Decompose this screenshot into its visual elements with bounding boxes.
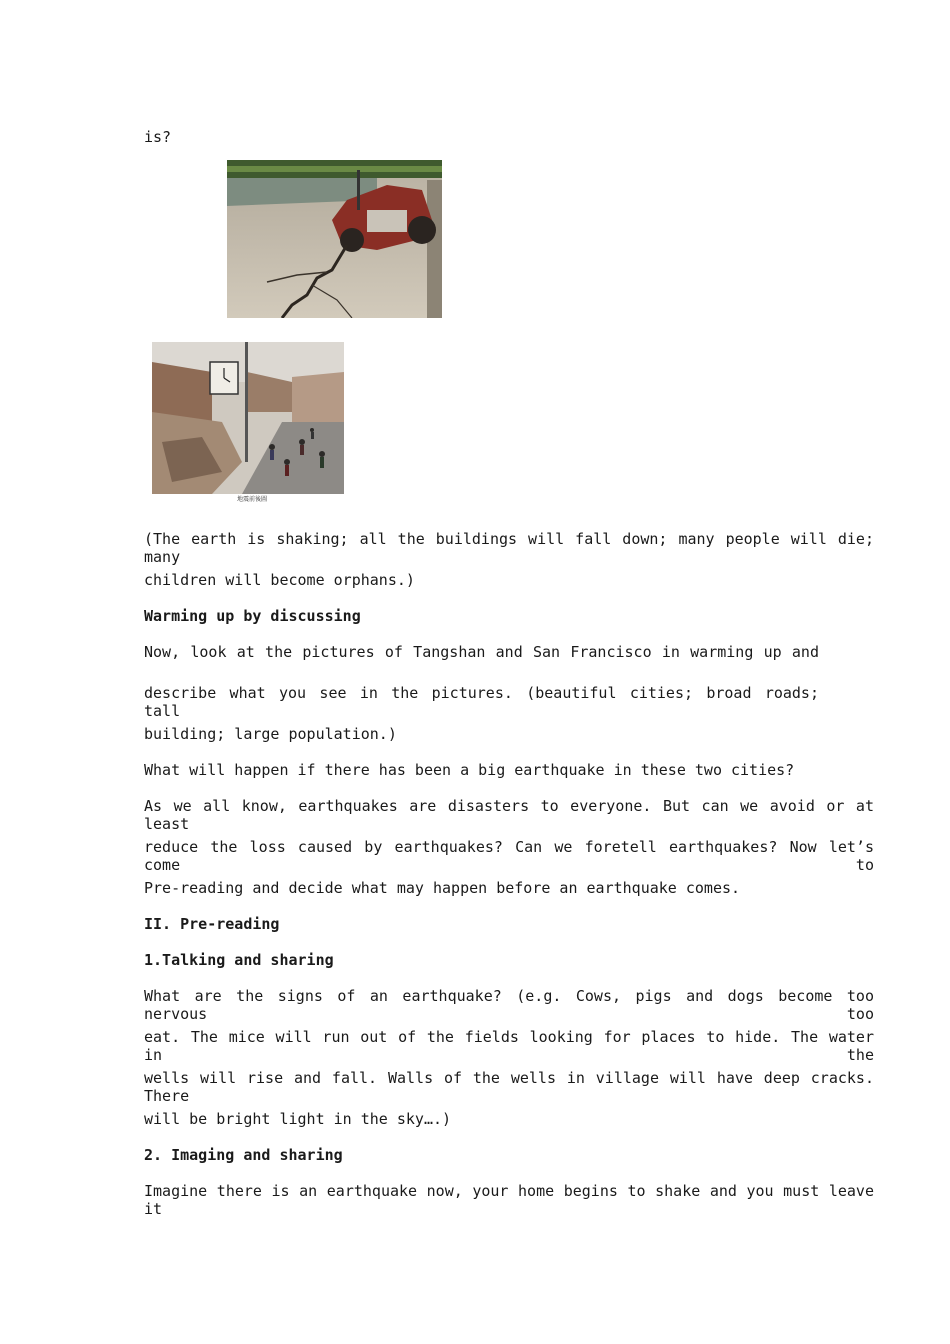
- paragraph4-line4: will be bright light in the sky….): [144, 1110, 452, 1128]
- paragraph3-line3: Pre-reading and decide what may happen before an earthquake comes.: [144, 879, 741, 897]
- tractor-crack-photo: [227, 160, 442, 318]
- paragraph2-line2: describe what you see in the pictures. (beautiful cities; broad roads; tall: [144, 684, 819, 720]
- paragraph1-line1: (The earth is shaking; all the buildings will fall down; many people will die; many: [144, 530, 874, 566]
- collapsed-street-photo: [152, 342, 344, 494]
- question-line: What will happen if there has been a big earthquake in these two cities?: [144, 761, 795, 779]
- paragraph2-line1: Now, look at the pictures of Tangshan and San Francisco in warming up and: [144, 643, 819, 661]
- heading-imaging-sharing: 2. Imaging and sharing: [144, 1146, 343, 1164]
- paragraph1-line2: children will become orphans.): [144, 571, 415, 589]
- heading-talking-sharing: 1.Talking and sharing: [144, 951, 334, 969]
- heading-warming-up: Warming up by discussing: [144, 607, 361, 625]
- paragraph3-line2: reduce the loss caused by earthquakes? Can we foretell earthquakes? Now let’s come to: [144, 838, 874, 874]
- paragraph5-line1: Imagine there is an earthquake now, your home begins to shake and you must leave it: [144, 1182, 874, 1218]
- top-line: is?: [144, 128, 172, 146]
- paragraph4-line2: eat. The mice will run out of the fields looking for places to hide. The water in the: [144, 1028, 874, 1064]
- photo-caption: 地震前後圖: [237, 496, 268, 503]
- paragraph2-line3: building; large population.): [144, 725, 397, 743]
- paragraph4-line3: wells will rise and fall. Walls of the wells in village will have deep cracks. There: [144, 1069, 874, 1105]
- paragraph3-line1: As we all know, earthquakes are disasters to everyone. But can we avoid or at least: [144, 797, 874, 833]
- paragraph4-line1: What are the signs of an earthquake? (e.g. Cows, pigs and dogs become too nervous too: [144, 987, 874, 1023]
- heading-pre-reading: II. Pre-reading: [144, 915, 280, 933]
